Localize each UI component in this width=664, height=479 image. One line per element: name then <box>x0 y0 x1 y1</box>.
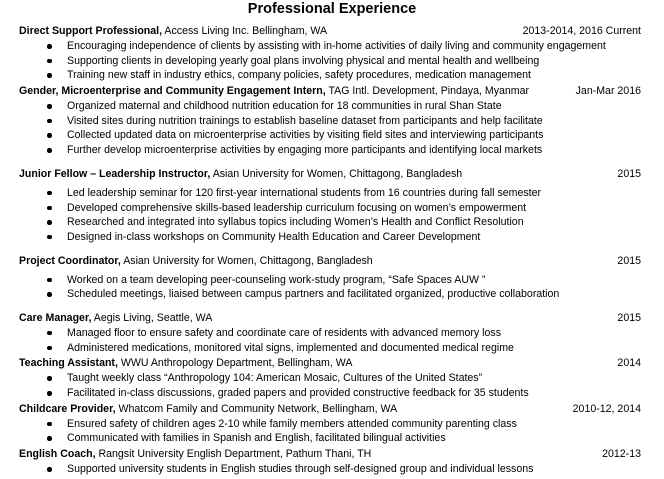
bullet-item: Administered medications, monitored vital signs, implemented and documented medical regime <box>19 341 641 356</box>
entry-bullets <box>19 371 641 400</box>
entry-role: Junior Fellow – Leadership Instructor, <box>19 167 211 180</box>
bullet-icon <box>47 206 52 211</box>
entry-dates: 2014 <box>617 357 641 370</box>
experience-entry <box>19 355 641 400</box>
entry-role: Gender, Microenterprise and Community Engagement Intern, <box>19 85 326 98</box>
experience-entry <box>19 401 641 446</box>
entry-bullets <box>19 326 641 355</box>
entry-dates: Jan-Mar 2016 <box>575 85 641 98</box>
bullet-icon <box>47 467 52 472</box>
bullet-item: Organized maternal and childhood nutrition education for 18 communities in rural Shan State <box>19 99 641 114</box>
bullet-icon <box>47 119 52 124</box>
entry-organization: WWU Anthropology Department, Bellingham, WA <box>120 357 353 370</box>
bullet-icon <box>47 346 52 351</box>
entry-header <box>19 310 641 326</box>
entry-organization: Whatcom Family and Community Network, Bellingham, WA <box>118 402 398 415</box>
bullet-icon <box>47 148 52 153</box>
bullet-icon <box>47 44 52 49</box>
bullet-icon <box>47 133 52 138</box>
bullet-item: Further develop microenterprise activities by engaging more participants and identifying local markets <box>19 143 641 158</box>
bullet-item: Training new staff in industry ethics, company policies, safety procedures, medication management <box>19 68 641 83</box>
entry-dates: 2015 <box>617 311 641 324</box>
experience-entry <box>19 253 641 302</box>
bullet-icon <box>47 376 52 381</box>
bullet-item: Designed in-class workshops on Community Health Education and Career Development <box>19 230 641 245</box>
bullet-icon <box>47 278 52 283</box>
bullet-item: Encouraging independence of clients by assisting with in-home activities of daily living and community engagement <box>19 39 641 54</box>
entry-dates: 2012-13 <box>602 448 641 461</box>
entry-bullets <box>19 39 641 83</box>
bullet-item: Supporting clients in developing yearly goal plans involving physical and mental health and wellbeing <box>19 54 641 69</box>
entry-role: Care Manager, <box>19 311 92 324</box>
experience-list <box>19 23 641 477</box>
entry-organization: Asian University for Women, Chittagong, Bangladesh <box>123 254 373 267</box>
experience-entry <box>19 83 641 158</box>
entry-header <box>19 23 641 39</box>
bullet-icon <box>47 191 52 196</box>
experience-entry <box>19 446 641 477</box>
bullet-icon <box>47 104 52 109</box>
section-title: Professional Experience <box>247 1 417 17</box>
bullet-item: Developed comprehensive skills-based leadership curriculum focusing on women’s empowerment <box>19 201 641 216</box>
entry-header <box>19 253 641 269</box>
bullet-item: Facilitated in-class discussions, graded papers and provided constructive feedback for 35 students <box>19 386 641 401</box>
bullet-icon <box>47 73 52 78</box>
entry-bullets <box>19 99 641 158</box>
bullet-item: Collected updated data on microenterprise activities by visiting field sites and interviewing participants <box>19 128 641 143</box>
entry-role: Direct Support Professional, <box>19 25 163 37</box>
entry-organization: Aegis Living, Seattle, WA <box>93 311 213 324</box>
bullet-item: Ensured safety of children ages 2-10 while family members attended community parenting class <box>19 417 641 432</box>
entry-header <box>19 166 641 182</box>
bullet-icon <box>47 391 52 396</box>
bullet-item: Visited sites during nutrition trainings to establish baseline dataset from participants and help facilitate <box>19 114 641 129</box>
bullet-item: Researched and integrated into syllabus topics including Women’s Health and Conflict Resolution <box>19 215 641 230</box>
entry-header <box>19 446 641 462</box>
entry-header <box>19 401 641 417</box>
entry-header <box>19 83 641 99</box>
experience-entry <box>19 310 641 355</box>
entry-role: Teaching Assistant, <box>19 357 118 370</box>
entry-role: Childcare Provider, <box>19 402 116 415</box>
entry-organization: Asian University for Women, Chittagong, Bangladesh <box>212 167 463 180</box>
bullet-item: Supported university students in English studies through self-designed group and individual lessons <box>19 462 641 477</box>
entry-role: English Coach, <box>19 448 96 461</box>
bullet-icon <box>47 220 52 225</box>
experience-entry <box>19 23 641 83</box>
entry-dates: 2013-2014, 2016 Current <box>522 25 641 37</box>
experience-entry <box>19 166 641 245</box>
entry-organization: TAG Intl. Development, Pindaya, Myanmar <box>328 85 530 98</box>
bullet-item: Led leadership seminar for 120 first-year international students from 16 countries during fall semester <box>19 186 641 201</box>
entry-bullets <box>19 186 641 245</box>
bullet-icon <box>47 235 52 240</box>
entry-dates: 2015 <box>617 254 641 267</box>
bullet-icon <box>47 292 52 297</box>
entry-header <box>19 355 641 371</box>
bullet-icon <box>47 331 52 336</box>
entry-bullets <box>19 417 641 446</box>
entry-organization: Access Living Inc. Bellingham, WA <box>164 25 328 37</box>
bullet-item: Taught weekly class “Anthropology 104: American Mosaic, Cultures of the United States” <box>19 371 641 386</box>
bullet-item: Worked on a team developing peer-counseling work-study program, “Safe Spaces AUW ” <box>19 273 641 288</box>
bullet-item: Communicated with families in Spanish and English, facilitated bilingual activities <box>19 431 641 446</box>
entry-bullets <box>19 273 641 302</box>
entry-dates: 2015 <box>617 167 641 180</box>
bullet-item: Scheduled meetings, liaised between campus partners and facilitated organized, productive collaboration <box>19 287 641 302</box>
bullet-icon <box>47 59 52 64</box>
entry-role: Project Coordinator, <box>19 254 121 267</box>
entry-dates: 2010-12, 2014 <box>572 402 641 415</box>
entry-organization: Rangsit University English Department, Pathum Thani, TH <box>98 448 372 461</box>
entry-bullets <box>19 462 641 477</box>
bullet-item: Managed floor to ensure safety and coordinate care of residents with advanced memory loss <box>19 326 641 341</box>
bullet-icon <box>47 422 52 427</box>
bullet-icon <box>47 436 52 441</box>
